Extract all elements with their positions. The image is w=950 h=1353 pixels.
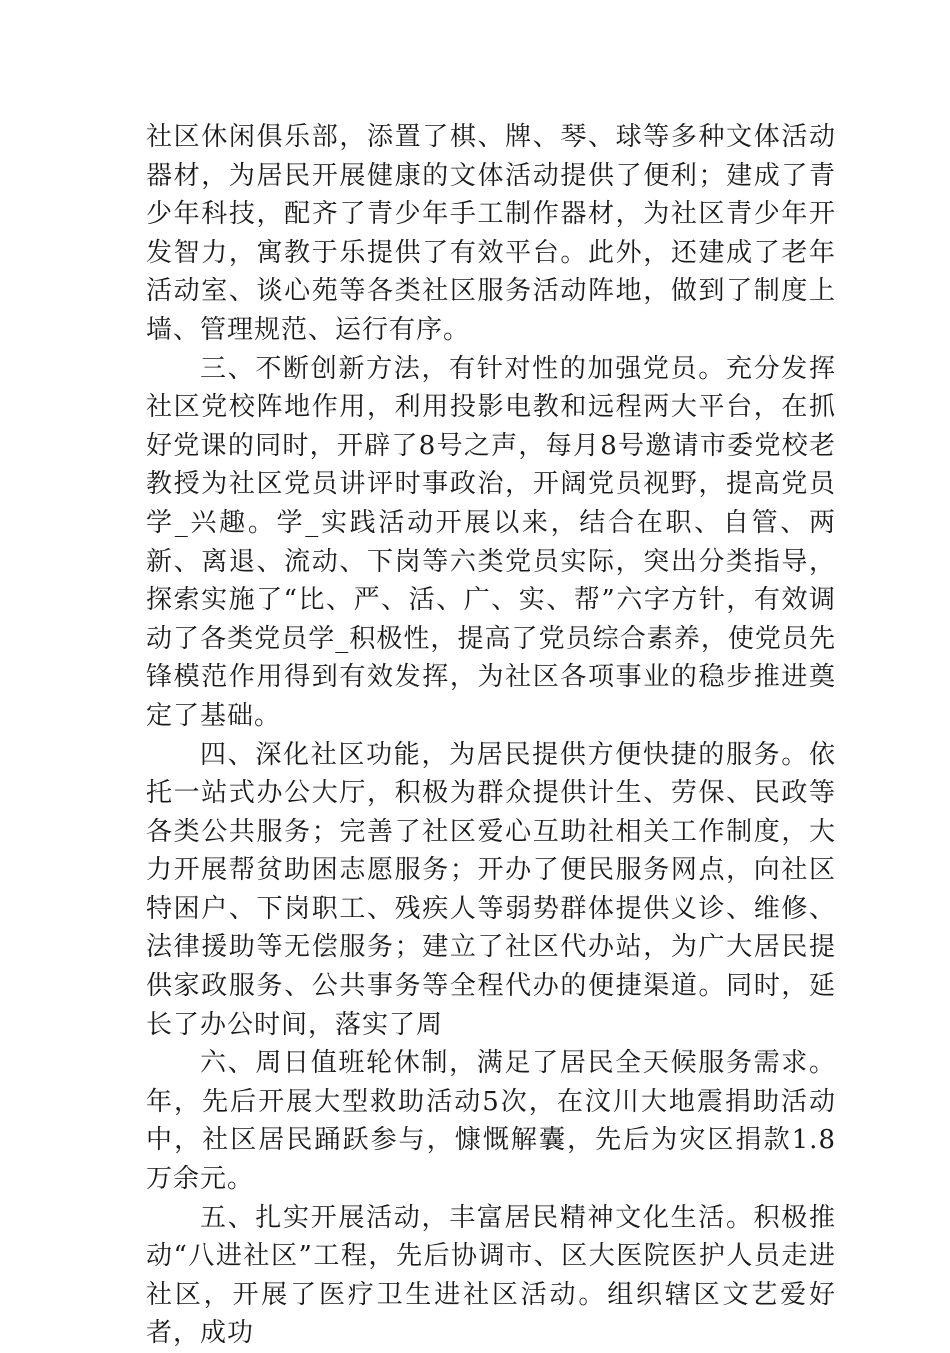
paragraph-duty-rotation: 六、周日值班轮休制，满足了居民全天候服务需求。年，先后开展大型救助活动5次，在汶川大地震捐助活动中，社区居民踊跃参与，慷慨解囊，先后为灾区捐款1.8万余元。 [146, 1048, 836, 1195]
paragraph-five-cultural-activities: 五、扎实开展活动，丰富居民精神文化生活。积极推动“八进社区”工程，先后协调市、区大医院医护人员走进社区，开展了医疗卫生进社区活动。组织辖区文艺爱好者，成功 [146, 1202, 836, 1349]
paragraph-four-community-services: 四、深化社区功能，为居民提供方便快捷的服务。依托一站式办公大厅，积极为群众提供计生、劳保、民政等各类公共服务；完善了社区爱心互助社相关工作制度，大力开展帮贫助困志愿服务；开办了便民服务网点，向社区特困户、下岗职工、残疾人等弱势群体提供义诊、维修、法律援助等无偿服务；建立了社区代办站，为广大居民提供家政服务、公共事务等全程代办的便捷渠道。同时，延长了办公时间，落实了周 [146, 739, 836, 1040]
document-body [146, 118, 836, 1353]
paragraph-community-club: 社区休闲俱乐部，添置了棋、牌、琴、球等多种文体活动器材，为居民开展健康的文体活动提供了便利；建成了青少年科技，配齐了青少年手工制作器材，为社区青少年开发智力，寓教于乐提供了有效平台。此外，还建成了老年活动室、谈心苑等各类社区服务活动阵地，做到了制度上墙、管理规范、运行有序。 [146, 122, 836, 345]
paragraph-three-party-members: 三、不断创新方法，有针对性的加强党员。充分发挥社区党校阵地作用，利用投影电教和远程两大平台，在抓好党课的同时，开辟了8号之声，每月8号邀请市委党校老教授为社区党员讲评时事政治，开阔党员视野，提高党员学_兴趣。学_实践活动开展以来，结合在职、自管、两新、离退、流动、下岗等六类党员实际，突出分类指导，探索实施了“比、严、活、广、实、帮”六字方针，有效调动了各类党员学_积极性，提高了党员综合素养，使党员先锋模范作用得到有效发挥，为社区各项事业的稳步推进奠定了基础。 [146, 353, 836, 731]
